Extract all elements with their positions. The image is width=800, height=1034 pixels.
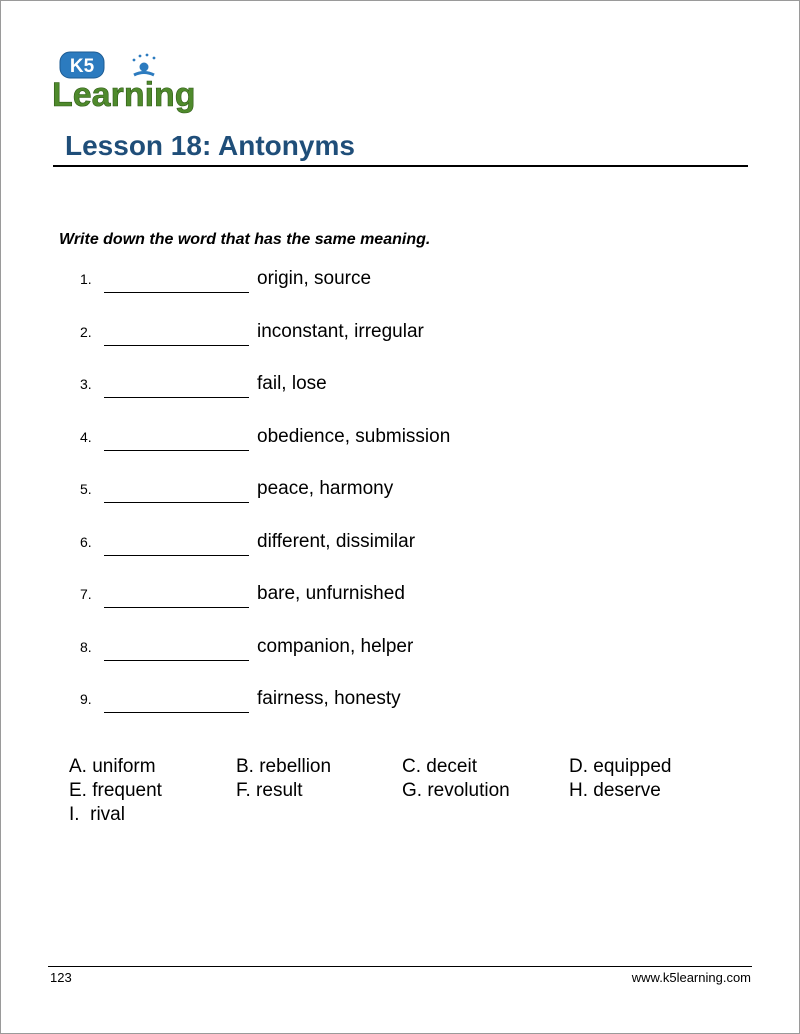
answer-blank[interactable] (104, 555, 249, 556)
logo-word-text: Learning (52, 76, 196, 114)
question-clue: origin, source (257, 268, 372, 289)
question-row (0, 686, 800, 716)
word-option: E. frequent (69, 780, 162, 801)
question-clue: obedience, submission (257, 425, 451, 447)
word-option: H. deserve (569, 780, 661, 801)
question-number: 9. (80, 691, 92, 707)
question-number: 1. (80, 271, 92, 287)
question-clue: bare, unfurnished (257, 583, 405, 604)
answer-blank[interactable] (104, 502, 249, 503)
logo-badge-text: K5 (69, 56, 95, 77)
question-clue: fail, lose (257, 373, 327, 394)
word-option: G. revolution (402, 780, 510, 801)
title-underline (53, 165, 748, 167)
word-option: C. deceit (402, 756, 477, 777)
answer-blank[interactable] (104, 712, 249, 713)
answer-blank[interactable] (104, 660, 249, 661)
question-row (0, 581, 800, 611)
question-number: 6. (80, 533, 92, 550)
answer-blank[interactable] (104, 345, 249, 346)
question-row (0, 424, 800, 454)
page-number: 123 (50, 970, 72, 985)
question-number: 4. (80, 428, 92, 445)
question-row (0, 634, 800, 664)
word-option: I. rival (69, 804, 125, 825)
question-clue: peace, harmony (257, 478, 394, 499)
footer-divider (48, 966, 752, 967)
k5-learning-logo (50, 48, 200, 114)
person-icon (133, 54, 156, 75)
footer-url: www.k5learning.com (631, 970, 751, 985)
word-option: A. uniform (69, 756, 156, 777)
word-option: F. result (236, 780, 303, 801)
question-number: 8. (80, 638, 92, 655)
question-row (0, 266, 800, 296)
word-option: B. rebellion (236, 756, 332, 777)
question-number: 7. (80, 586, 92, 602)
word-option: D. equipped (569, 756, 672, 777)
question-number: 5. (80, 481, 92, 497)
question-number: 2. (80, 323, 92, 340)
question-row (0, 529, 800, 559)
question-clue: inconstant, irregular (257, 320, 424, 342)
instruction-text: Write down the word that has the same meaning. (59, 231, 431, 248)
question-row (0, 371, 800, 401)
question-clue: companion, helper (257, 635, 414, 657)
page-title: Lesson 18: Antonyms (65, 130, 355, 161)
answer-blank[interactable] (104, 450, 249, 451)
question-number: 3. (80, 376, 92, 392)
question-row (0, 319, 800, 349)
answer-blank[interactable] (104, 607, 249, 608)
question-row (0, 476, 800, 506)
question-clue: different, dissimilar (257, 530, 416, 552)
answer-blank[interactable] (104, 397, 249, 398)
answer-blank[interactable] (104, 292, 249, 293)
question-clue: fairness, honesty (257, 688, 401, 709)
